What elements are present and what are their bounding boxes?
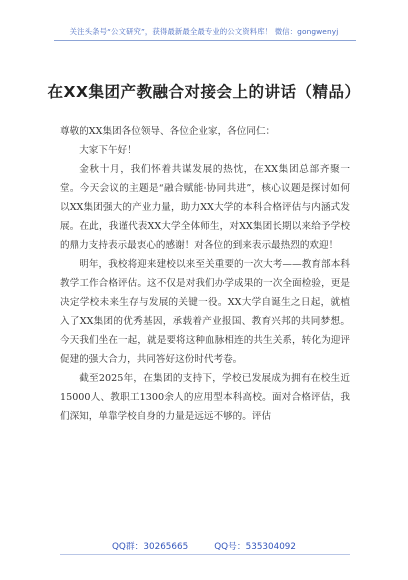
- header-banner: 关注头条号“公文研究”，获得最新最全最专业的公文资料库！ 微信：gongwenyj: [69, 27, 339, 36]
- header-divider: [54, 40, 356, 41]
- footer-qq-group: QQ群：30265665: [111, 542, 189, 552]
- body-paragraph: 截至2025年，在集团的支持下，学校已发展成为拥有在校生近15000人、教职工1300余人的应用型本科高校。面对合格评估，我们深知，单靠学校自身的力量是远远不够的。评估: [60, 373, 350, 422]
- greeting: 大家下午好！: [79, 145, 137, 156]
- document-body: [60, 122, 350, 426]
- body-paragraph: 金秋十月，我们怀着共谋发展的热忱，在XX集团总部齐聚一堂。今天会议的主题是“融合赋能·协同共进”，核心议题是探讨如何以XX集团强大的产业力量，助力XX大学的本科合格评估与内涵式发展。在此，我谨代表XX大学全体师生，对XX集团长期以来给予学校的鼎力支持表示最衷心的感谢！对各位的到来表示最热烈的欢迎！: [60, 164, 350, 251]
- footer-qq-number: QQ号：535304092: [214, 542, 297, 552]
- body-paragraph: 明年，我校将迎来建校以来至关重要的一次大考——教育部本科教学工作合格评估。这不仅是对我们办学成果的一次全面检验，更是决定学校未来生存与发展的关键一役。XX大学自诞生之日起，就植入了XX集团的优秀基因，承载着产业报国、教育兴邦的共同梦想。今天我们坐在一起，就是要将这种血脉相连的共生关系，转化为迎评促建的强大合力，共同答好这份时代考卷。: [60, 259, 350, 365]
- footer: [0, 539, 408, 552]
- salutation: 尊敬的XX集团各位领导、各位企业家，各位同仁：: [60, 126, 276, 137]
- footer-divider: [60, 554, 350, 555]
- document-title: 在XX集团产教融合对接会上的讲话（精品）: [47, 83, 361, 101]
